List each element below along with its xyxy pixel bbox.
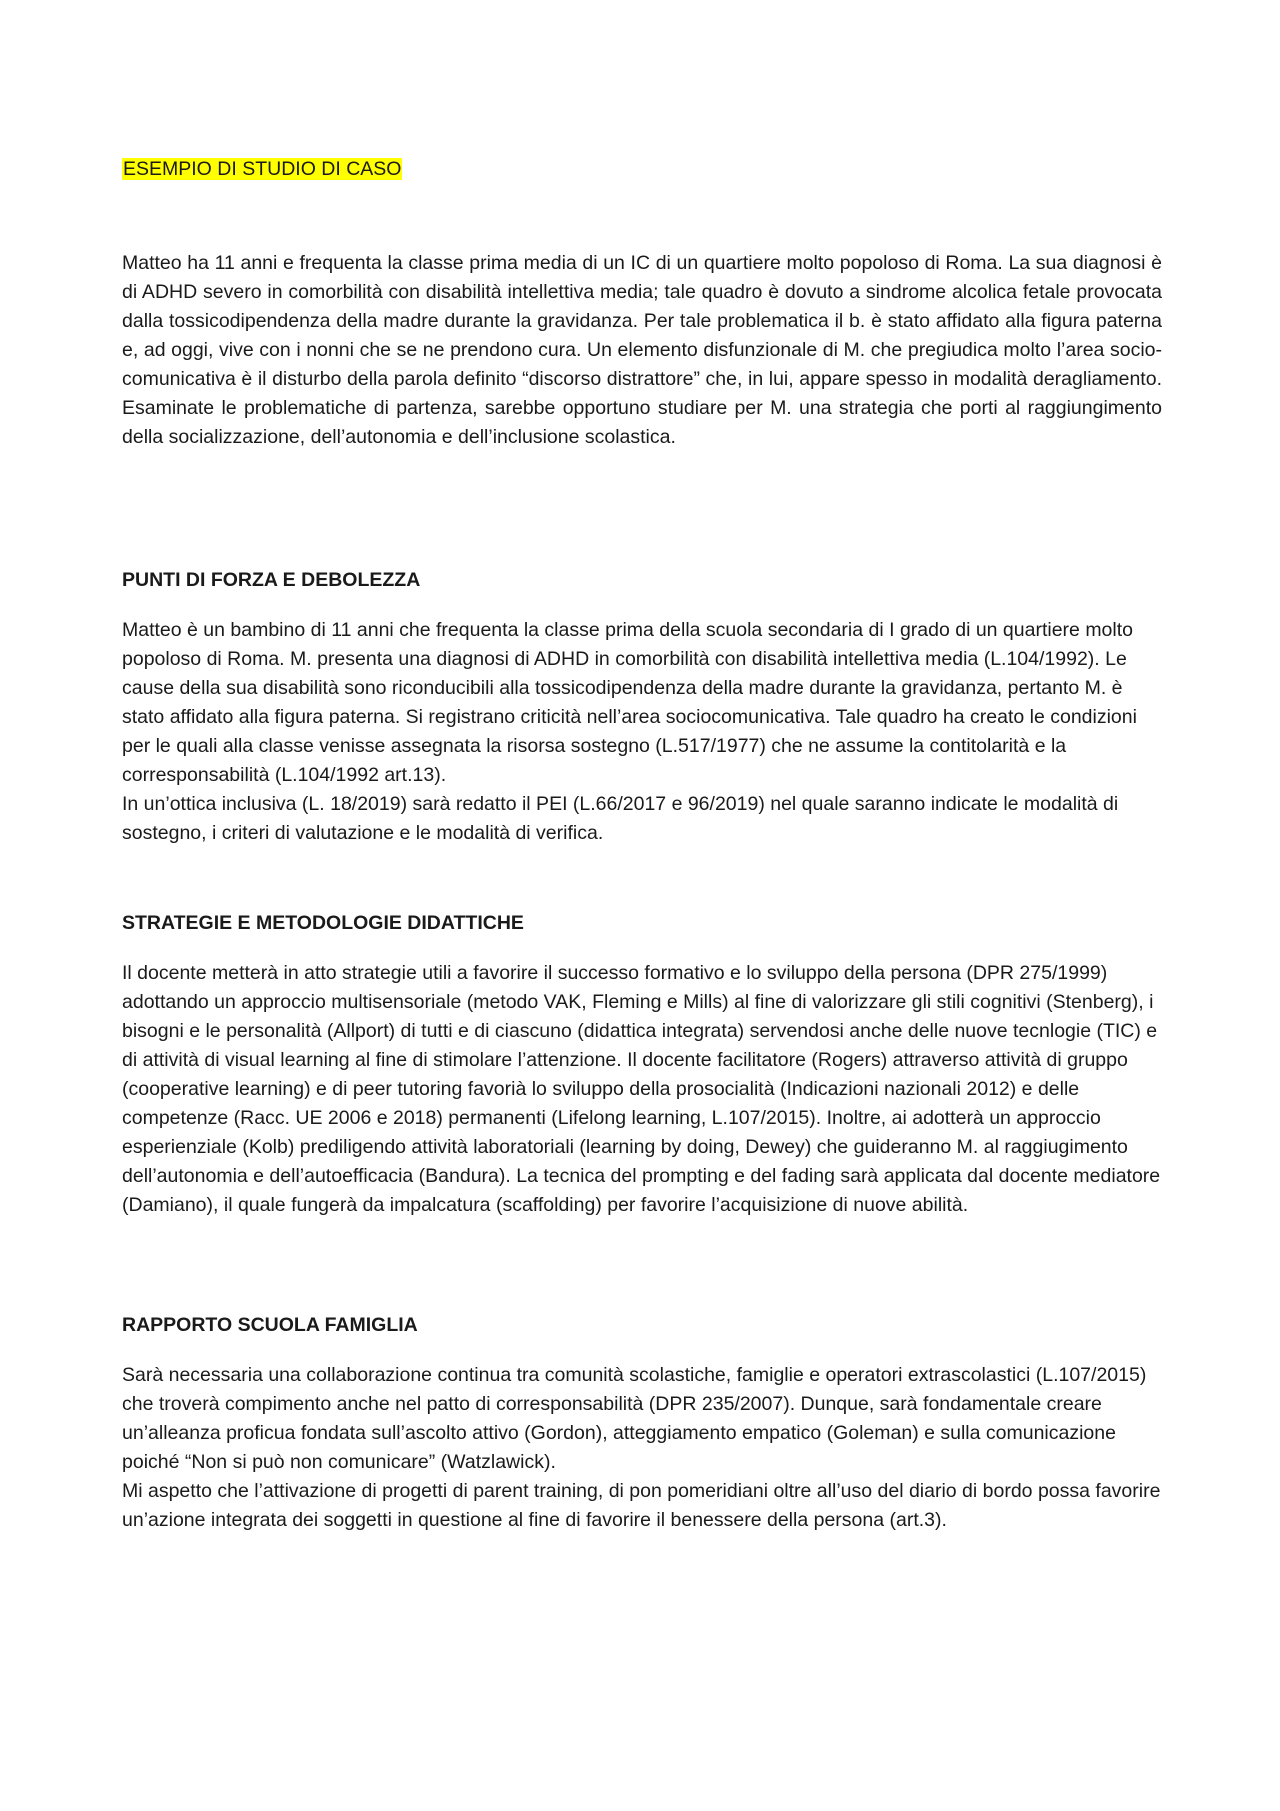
intro-block <box>122 249 1162 452</box>
section-paragraph: Il docente metterà in atto strategie utili a favorire il successo formativo e lo sviluppo della persona (DPR 275/1999) adottando un approccio multisensoriale (metodo VAK, Fleming e Mills) al fine di valorizzare gli stili cognitivi (Stenberg), i bisogni e le personalità (Allport) di tutti e di ciascuno (didattica integrata) servendosi anche delle nuove tecnlogie (TIC) e di attività di visual learning al fine di stimolare l’attenzione. Il docente facilitatore (Rogers) attraverso attività di gruppo (cooperative learning) e di peer tutoring favorià lo sviluppo della prosocialità (Indicazioni nazionali 2012) e delle competenze (Racc. UE 2006 e 2018) permanenti (Lifelong learning, L.107/2015). Inoltre, ai adotterà un approccio esperienziale (Kolb) prediligendo attività laboratoriali (learning by doing, Dewey) che guideranno M. al raggiugimento dell’autonomia e dell’autoefficacia (Bandura). La tecnica del prompting e del fading sarà applicata dal docente mediatore (Damiano), il quale fungerà da impalcatura (scaffolding) per favorire l’acquisizione di nuove abilità. <box>122 962 1161 1216</box>
section-paragraph: Sarà necessaria una collaborazione continua tra comunità scolastiche, famiglie e operatori extrascolastici (L.107/2015) che troverà compimento anche nel patto di corresponsabilità (DPR 235/2007). Dunque, sarà fondamentale creare un’alleanza proficua fondata sull’ascolto attivo (Gordon), atteggiamento empatico (Goleman) e sulla comunicazione poiché “Non si può non comunicare” (Watzlawick). <box>122 1364 1147 1473</box>
section-strategies <box>122 909 1162 1220</box>
section-heading: STRATEGIE E METODOLOGIE DIDATTICHE <box>122 912 524 934</box>
section-paragraph: Matteo è un bambino di 11 anni che frequenta la classe prima della scuola secondaria di I grado di un quartiere molto popoloso di Roma. M. presenta una diagnosi di ADHD in comorbilità con disabilità intellettiva media (L.104/1992). Le cause della sua disabilità sono riconducibili alla tossicodipendenza della madre durante la gravidanza, pertanto M. è stato affidato alla figura paterna. Si registrano criticità nell’area sociocomunicativa. Tale quadro ha creato le condizioni per le quali alla classe venisse assegnata la risorsa sostegno (L.517/1977) che ne assume la contitolarità e la corresponsabilità (L.104/1992 art.13). <box>122 619 1137 786</box>
document-title <box>122 155 402 184</box>
section-paragraph: Mi aspetto che l’attivazione di progetti di parent training, di pon pomeridiani oltre all’uso del diario di bordo possa favorire un’azione integrata dei soggetti in questione al fine di favorire il benessere della persona (art.3). <box>122 1480 1161 1531</box>
intro-paragraph: Matteo ha 11 anni e frequenta la classe prima media di un IC di un quartiere molto popoloso di Roma. La sua diagnosi è di ADHD severo in comorbilità con disabilità intellettiva media; tale quadro è dovuto a sindrome alcolica fetale provocata dalla tossicodipendenza della madre durante la gravidanza. Per tale problematica il b. è stato affidato alla figura paterna e, ad oggi, vive con i nonni che se ne prendono cura. Un elemento disfunzionale di M. che pregiudica molto l’area socio-comunicativa è il disturbo della parola definito “discorso distrattore” che, in lui, appare spesso in modalità deragliamento. Esaminate le problematiche di partenza, sarebbe opportuno studiare per M. una strategia che porti al raggiungimento della socializzazione, dell’autonomia e dell’inclusione scolastica. <box>122 252 1162 448</box>
section-school-family <box>122 1311 1162 1535</box>
title-highlight: ESEMPIO DI STUDIO DI CASO <box>123 158 402 180</box>
section-strengths <box>122 566 1162 848</box>
section-heading: PUNTI DI FORZA E DEBOLEZZA <box>122 569 421 591</box>
section-heading: RAPPORTO SCUOLA FAMIGLIA <box>122 1314 418 1336</box>
section-paragraph: In un’ottica inclusiva (L. 18/2019) sarà redatto il PEI (L.66/2017 e 96/2019) nel quale saranno indicate le modalità di sostegno, i criteri di valutazione e le modalità di verifica. <box>122 793 1119 844</box>
